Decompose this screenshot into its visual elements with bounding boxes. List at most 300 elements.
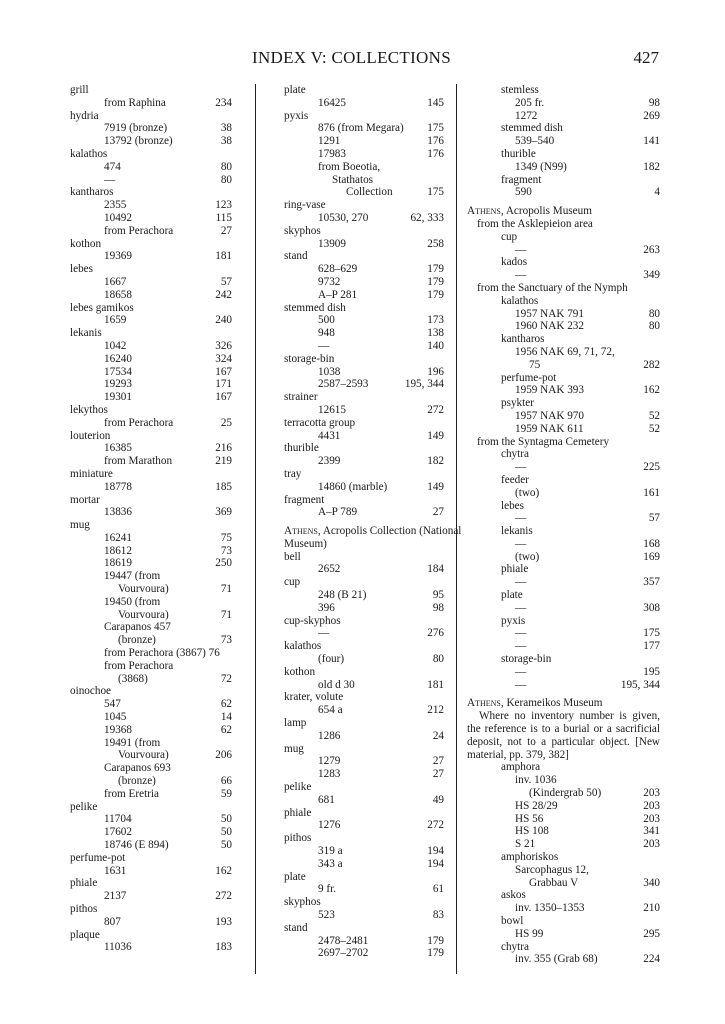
page-reference: 340 xyxy=(643,876,660,889)
entry-text xyxy=(318,768,340,781)
entry-text xyxy=(318,679,355,692)
page-reference: 184 xyxy=(427,563,444,576)
entry-label: kantharos xyxy=(501,333,545,346)
index-entry xyxy=(467,928,660,941)
entry-text xyxy=(529,359,540,372)
entry-text xyxy=(501,174,541,187)
index-entry xyxy=(284,135,444,148)
entry-text xyxy=(284,110,308,123)
entry-label: 1272 xyxy=(515,109,538,122)
entry-label: phiale xyxy=(284,806,312,819)
entry-label: , Kerameikos Museum xyxy=(500,697,603,710)
index-entry xyxy=(70,506,232,519)
index-entry xyxy=(70,545,232,558)
entry-label: kados xyxy=(501,256,528,269)
index-entry xyxy=(70,225,232,238)
index-entry xyxy=(70,737,232,750)
index-entry xyxy=(70,621,232,634)
index-entry xyxy=(70,826,232,839)
index-entry xyxy=(284,366,444,379)
page-reference: 80 xyxy=(648,320,660,333)
index-entry xyxy=(467,653,660,666)
index-entry xyxy=(284,174,444,187)
entry-text xyxy=(118,634,156,647)
entry-label: kantharos xyxy=(70,186,114,199)
entry-text xyxy=(318,238,346,251)
entry-text xyxy=(515,576,526,589)
entry-text xyxy=(529,787,601,800)
entry-label: 1045 xyxy=(104,711,127,724)
entry-text xyxy=(70,903,97,916)
entry-text xyxy=(118,775,156,788)
entry-label: plaque xyxy=(70,928,100,941)
page-reference: 50 xyxy=(220,826,232,839)
entry-label: stand xyxy=(284,250,308,263)
entry-text xyxy=(284,640,321,653)
index-entry xyxy=(467,372,660,385)
entry-text xyxy=(318,148,346,161)
page-reference: 234 xyxy=(215,96,232,109)
index-entry xyxy=(467,110,660,123)
index-heading xyxy=(284,896,444,909)
index-entry xyxy=(70,212,232,225)
index-entry xyxy=(284,679,444,692)
entry-text xyxy=(284,250,308,263)
index-entry xyxy=(70,711,232,724)
index-heading xyxy=(467,697,660,710)
entry-label: terracotta group xyxy=(284,416,356,429)
page-reference: 161 xyxy=(643,486,660,499)
entry-label: pyxis xyxy=(501,614,526,627)
page-reference: 224 xyxy=(643,953,660,966)
entry-label: 2355 xyxy=(104,199,127,212)
entry-label: cup xyxy=(284,576,301,589)
entry-label: pithos xyxy=(70,903,98,915)
index-entry xyxy=(284,212,444,225)
entry-text xyxy=(318,845,343,858)
index-entry xyxy=(467,774,660,787)
entry-text xyxy=(284,922,308,935)
entry-text xyxy=(104,826,132,839)
entry-text xyxy=(70,685,111,698)
page-reference: 195, 344 xyxy=(404,378,444,391)
index-entry xyxy=(284,935,444,948)
index-heading xyxy=(284,110,444,123)
entry-text xyxy=(467,697,602,710)
page-reference: 203 xyxy=(643,838,660,851)
entry-text xyxy=(104,289,132,302)
index-heading xyxy=(284,225,444,238)
entry-text xyxy=(501,372,556,385)
index-entry xyxy=(467,512,660,525)
entry-text xyxy=(104,276,126,289)
entry-text xyxy=(104,711,126,724)
index-entry xyxy=(284,794,444,807)
entry-label: 9 fr. xyxy=(318,883,337,896)
entry-text xyxy=(104,366,132,379)
entry-text xyxy=(284,538,327,551)
entry-text xyxy=(70,430,110,443)
page-reference: 193 xyxy=(215,915,232,928)
entry-label: louterion xyxy=(70,429,111,442)
page-reference: 195, 344 xyxy=(620,678,660,691)
entry-text xyxy=(515,110,537,123)
entry-text xyxy=(70,468,113,481)
entry-label: 9732 xyxy=(318,275,341,288)
index-entry xyxy=(284,602,444,615)
page-number: 427 xyxy=(633,48,659,67)
index-heading xyxy=(284,781,444,794)
entry-text xyxy=(104,570,160,583)
entry-label: from Boeotia, xyxy=(318,160,381,173)
entry-text xyxy=(284,551,301,564)
index-heading xyxy=(284,353,444,366)
entry-label: Vourvoura) xyxy=(118,608,169,621)
entry-label: 1956 NAK 69, 71, 72, xyxy=(515,345,615,358)
entry-text xyxy=(501,889,526,902)
entry-label: 1283 xyxy=(318,768,341,781)
page-reference: 182 xyxy=(427,455,444,468)
index-heading xyxy=(467,205,660,218)
page-reference: 183 xyxy=(215,941,232,954)
index-entry xyxy=(467,563,660,576)
entry-text xyxy=(70,84,89,97)
page-reference: 195 xyxy=(643,665,660,678)
index-entry xyxy=(70,673,232,686)
entry-text xyxy=(318,883,336,896)
page-reference: 324 xyxy=(215,352,232,365)
index-entry xyxy=(284,455,444,468)
index-entry xyxy=(284,768,444,781)
entry-label: kothon xyxy=(284,665,316,678)
entry-text xyxy=(284,781,311,794)
entry-text xyxy=(477,436,609,449)
entry-text xyxy=(501,563,528,576)
entry-text xyxy=(104,174,115,187)
entry-label: 2399 xyxy=(318,455,341,468)
entry-text xyxy=(318,755,340,768)
index-entry xyxy=(467,174,660,187)
page-header xyxy=(0,48,725,72)
entry-label: Carapanos 693 xyxy=(104,762,171,775)
index-entry xyxy=(467,308,660,321)
entry-text xyxy=(318,327,335,340)
entry-text xyxy=(318,263,357,276)
page-reference: 145 xyxy=(427,96,444,109)
entry-text xyxy=(284,807,311,820)
entry-text xyxy=(318,704,343,717)
page-reference: 179 xyxy=(427,947,444,960)
index-entry xyxy=(467,256,660,269)
page-reference: 169 xyxy=(643,550,660,563)
entry-text xyxy=(318,289,357,302)
index-entry xyxy=(467,666,660,679)
entry-text xyxy=(104,865,126,878)
entry-text xyxy=(318,161,380,174)
entry-label: 248 (B 21) xyxy=(318,589,367,602)
entry-label: 11704 xyxy=(104,813,132,826)
index-heading xyxy=(284,525,462,538)
page-reference: 175 xyxy=(427,186,444,199)
entry-label: 18619 xyxy=(104,557,132,570)
index-entry xyxy=(70,865,232,878)
page-reference: 369 xyxy=(215,506,232,519)
entry-text xyxy=(501,333,545,346)
page-reference: 206 xyxy=(215,749,232,762)
index-entry xyxy=(467,851,660,864)
index-entry xyxy=(467,148,660,161)
entry-label: 16241 xyxy=(104,531,132,544)
index-entry xyxy=(70,199,232,212)
entry-text xyxy=(501,148,536,161)
index-heading xyxy=(70,84,232,97)
entry-text xyxy=(467,205,592,218)
entry-text xyxy=(284,417,355,430)
index-entry xyxy=(70,941,232,954)
entry-label: kalathos xyxy=(284,640,322,653)
entry-label: stand xyxy=(284,921,308,934)
index-entry xyxy=(70,839,232,852)
page-reference: 219 xyxy=(215,455,232,468)
page-reference: 357 xyxy=(643,576,660,589)
page-reference: 149 xyxy=(427,429,444,442)
entry-label: chytra xyxy=(501,940,529,953)
entry-label: skyphos xyxy=(284,896,321,909)
page-reference: 83 xyxy=(432,909,444,921)
entry-label: lekythos xyxy=(70,403,108,416)
index-heading xyxy=(70,186,232,199)
entry-label: 876 (from Megara) xyxy=(318,122,404,135)
entry-text xyxy=(318,212,368,225)
entry-text xyxy=(501,474,529,487)
index-entry xyxy=(467,589,660,602)
entry-label: S 21 xyxy=(515,838,536,851)
index-heading xyxy=(284,640,444,653)
index-heading xyxy=(70,852,232,865)
entry-text xyxy=(118,673,148,686)
entry-text xyxy=(104,545,132,558)
index-entry xyxy=(467,825,660,838)
entry-label: — xyxy=(515,665,527,678)
index-entry xyxy=(70,289,232,302)
index-entry xyxy=(467,333,660,346)
entry-label: 523 xyxy=(318,909,335,921)
index-entry xyxy=(70,570,232,583)
index-heading xyxy=(284,391,444,404)
index-heading xyxy=(70,494,232,507)
page-reference: 308 xyxy=(643,601,660,614)
index-heading xyxy=(284,717,444,730)
page-reference: 182 xyxy=(643,160,660,173)
entry-text xyxy=(284,832,311,845)
entry-label: pyxis xyxy=(284,109,309,122)
entry-text xyxy=(284,353,334,366)
entry-label: perfume-pot xyxy=(501,371,557,384)
entry-text xyxy=(284,468,301,481)
index-entry xyxy=(467,410,660,423)
entry-label: cup-skyphos xyxy=(284,614,341,627)
entry-label: fragment xyxy=(284,493,325,506)
entry-label: from Eretria xyxy=(104,787,159,800)
entry-text xyxy=(515,161,567,174)
entry-text xyxy=(318,730,340,743)
entry-label: 1957 NAK 970 xyxy=(515,409,584,422)
index-entry xyxy=(284,653,444,666)
entry-text xyxy=(284,302,346,315)
entry-text xyxy=(104,391,132,404)
entry-text xyxy=(501,448,529,461)
entry-label: krater, volute xyxy=(284,691,344,704)
index-entry xyxy=(467,576,660,589)
entry-label: 13909 xyxy=(318,237,346,250)
page-reference: 115 xyxy=(215,211,232,224)
entry-text xyxy=(284,871,306,884)
entry-label: 1279 xyxy=(318,755,341,768)
entry-text xyxy=(104,941,132,954)
page-reference: 272 xyxy=(427,403,444,416)
index-entry xyxy=(284,327,444,340)
entry-label: 547 xyxy=(104,698,121,711)
entry-text xyxy=(318,794,335,807)
page-reference: 62 xyxy=(220,723,232,736)
index-entry xyxy=(467,525,660,538)
index-entry xyxy=(70,174,232,187)
index-entry xyxy=(70,557,232,570)
page-reference: 73 xyxy=(220,634,232,647)
entry-label: plate xyxy=(284,870,306,883)
entry-text xyxy=(515,774,557,787)
entry-text xyxy=(318,627,329,640)
index-heading xyxy=(284,832,444,845)
page-reference: 181 xyxy=(427,678,444,691)
entry-label: (two) xyxy=(515,550,540,563)
entry-text xyxy=(501,851,558,864)
entry-text xyxy=(104,314,126,327)
entry-text xyxy=(515,346,615,359)
page-reference: 59 xyxy=(220,787,232,800)
page-reference: 95 xyxy=(432,589,444,602)
index-entry xyxy=(284,819,444,832)
entry-label: thurible xyxy=(501,147,536,160)
entry-text xyxy=(515,135,554,148)
entry-text xyxy=(318,314,335,327)
index-entry xyxy=(284,122,444,135)
entry-text xyxy=(284,896,321,909)
index-column-2 xyxy=(284,84,462,960)
index-entry xyxy=(70,314,232,327)
entry-text xyxy=(70,302,134,315)
page-reference: 167 xyxy=(215,391,232,404)
index-heading xyxy=(70,430,232,443)
entry-label: 75 xyxy=(529,358,541,371)
page-reference: 171 xyxy=(215,378,232,391)
entry-text xyxy=(70,238,101,251)
entry-label: tray xyxy=(284,467,302,480)
entry-label: 4431 xyxy=(318,429,341,442)
index-column-1 xyxy=(70,84,232,954)
entry-text xyxy=(104,122,167,135)
index-heading xyxy=(70,519,232,532)
entry-text xyxy=(318,276,340,289)
entry-text xyxy=(332,174,373,187)
index-entry xyxy=(70,481,232,494)
entry-label: mug xyxy=(284,742,304,755)
index-heading xyxy=(70,468,232,481)
index-entry xyxy=(284,627,444,640)
index-entry xyxy=(70,161,232,174)
page-reference: 179 xyxy=(427,288,444,301)
entry-text xyxy=(104,557,132,570)
entry-text xyxy=(515,186,532,199)
entry-label: Sarcophagus 12, xyxy=(515,863,589,876)
index-entry xyxy=(70,660,232,673)
page-reference: 295 xyxy=(643,927,660,940)
entry-text xyxy=(318,340,329,353)
entry-text xyxy=(70,110,99,123)
entry-label: — xyxy=(515,512,527,525)
page-reference: 176 xyxy=(427,147,444,160)
entry-text xyxy=(104,353,132,366)
entry-label: — xyxy=(515,678,527,691)
entry-text xyxy=(284,84,306,97)
page-reference: 272 xyxy=(215,890,232,903)
index-entry xyxy=(70,813,232,826)
index-entry xyxy=(467,640,660,653)
index-heading xyxy=(284,199,444,212)
index-entry xyxy=(467,320,660,333)
index-entry xyxy=(467,461,660,474)
entry-text xyxy=(284,442,319,455)
entry-label: (bronze) xyxy=(118,775,156,788)
entry-text xyxy=(70,519,90,532)
page-reference: 123 xyxy=(215,199,232,212)
entry-label: Grabbau V xyxy=(529,876,579,889)
index-entry xyxy=(284,186,444,199)
index-entry xyxy=(467,122,660,135)
entry-text xyxy=(104,161,121,174)
entry-label: 343 a xyxy=(318,857,343,870)
index-entry xyxy=(467,282,660,295)
entry-label: from Perachora xyxy=(104,416,174,429)
entry-text xyxy=(104,481,132,494)
entry-label: 12615 xyxy=(318,403,346,416)
page-reference: 149 xyxy=(427,480,444,493)
entry-text xyxy=(515,97,544,110)
page-reference: 173 xyxy=(427,314,444,327)
index-heading xyxy=(70,801,232,814)
entry-text xyxy=(104,698,121,711)
entry-text xyxy=(501,941,529,954)
entry-text xyxy=(318,858,343,871)
index-entry xyxy=(467,397,660,410)
entry-label: — xyxy=(515,537,527,550)
entry-label: 2652 xyxy=(318,563,341,576)
page-reference: 62 xyxy=(220,698,232,711)
entry-text xyxy=(118,583,169,596)
site-name: Athens xyxy=(467,205,501,218)
entry-text xyxy=(104,212,132,225)
entry-text xyxy=(515,244,526,257)
entry-label: 18658 xyxy=(104,288,132,301)
index-entry xyxy=(467,915,660,928)
index-entry xyxy=(284,404,444,417)
index-entry xyxy=(70,609,232,622)
entry-text xyxy=(70,186,114,199)
entry-label: chytra xyxy=(501,448,529,461)
index-heading xyxy=(284,615,444,628)
page-reference: 52 xyxy=(648,409,660,422)
index-entry xyxy=(467,500,660,513)
